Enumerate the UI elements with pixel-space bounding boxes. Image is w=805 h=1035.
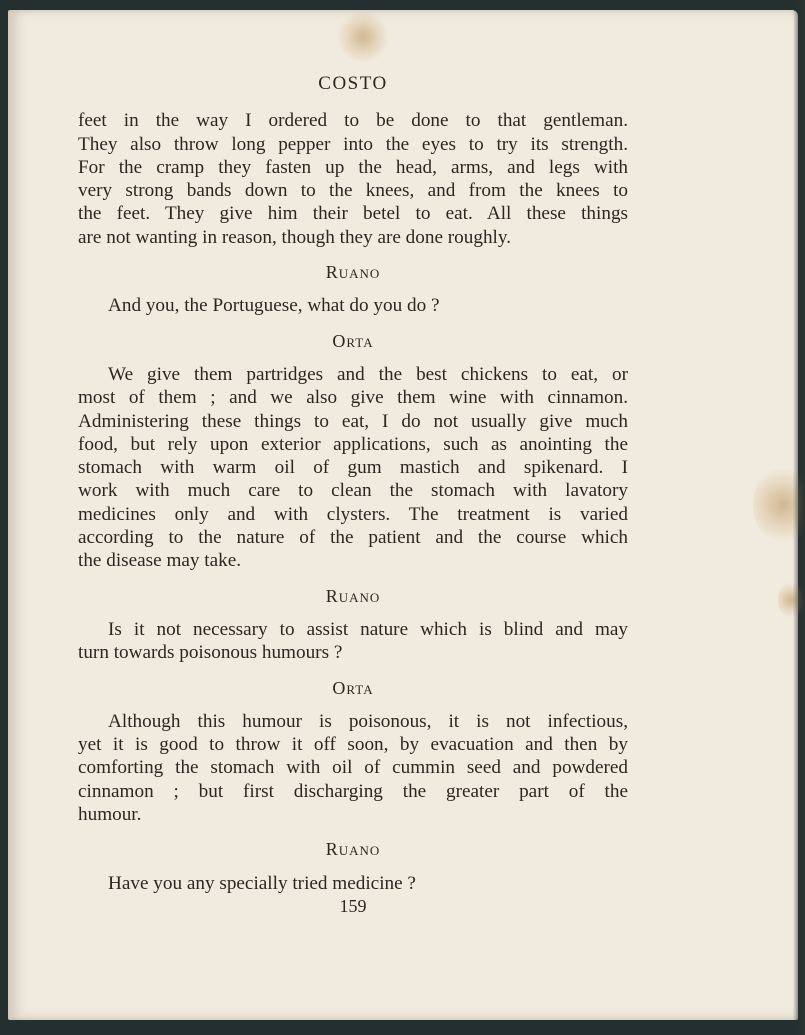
text-line: For the cramp they fasten up the head, arms, and legs with [78,156,628,178]
text-line: comforting the stomach with oil of cummin seed and powdered [78,757,628,779]
text-line: turn towards poisonous humours ? [78,642,343,664]
text-line: Administering these things to eat, I do not usually give much [78,410,628,432]
text-line: yet it is good to throw it off soon, by evacuation and then by [78,734,628,756]
text-line: Have you any specially tried medicine ? [108,872,416,894]
running-head: COSTO [318,73,388,94]
paragraph-ruano-medicine [78,872,628,895]
text-line: the disease may take. [78,550,242,572]
speaker-heading: Ruano [325,839,381,860]
page-text [78,66,628,918]
paragraph-ruano-nature [78,618,628,665]
text-line: very strong bands down to the knees, and from the knees to [78,180,628,202]
text-line: work with much care to clean the stomach with lavatory [78,480,628,502]
paragraph-orta-humour [78,710,628,826]
text-line: are not wanting in reason, though they are done roughly. [78,226,512,248]
text-line: most of them ; and we also give them wine with cinnamon. [78,387,628,409]
page-number: 159 [339,895,367,916]
text-line: food, but rely upon exterior applications, such as anointing the [78,433,628,455]
text-line: And you, the Portuguese, what do you do ? [108,295,440,317]
paragraph-orta-answer [78,363,628,573]
page-edge-shadow [793,0,805,1035]
text-line: feet in the way I ordered to be done to that gentleman. [78,110,628,132]
text-line: They also throw long pepper into the eyes to try its strength. [78,133,628,155]
text-line: the feet. They give him their betel to eat. All these things [78,203,628,225]
speaker-heading: Orta [332,677,374,698]
foxing-stain-top [338,12,388,62]
text-line: Is it not necessary to assist nature which is blind and may [108,618,628,640]
text-line: Although this humour is poisonous, it is not infectious, [108,710,628,732]
text-line: humour. [78,804,142,826]
paragraph-ruano-question [78,294,628,317]
paragraph-costo-continuation [78,109,628,249]
speaker-heading: Ruano [325,262,381,283]
text-line: stomach with warm oil of gum mastich and spikenard. I [78,457,628,479]
book-page [8,10,798,1020]
text-line: according to the nature of the patient and the course which [78,527,628,549]
text-line: We give them partridges and the best chickens to eat, or [108,363,628,385]
text-line: cinnamon ; but first discharging the greater part of the [78,780,628,802]
speaker-heading: Ruano [325,585,381,606]
speaker-heading: Orta [332,330,374,351]
text-line: medicines only and with clysters. The treatment is varied [78,503,628,525]
